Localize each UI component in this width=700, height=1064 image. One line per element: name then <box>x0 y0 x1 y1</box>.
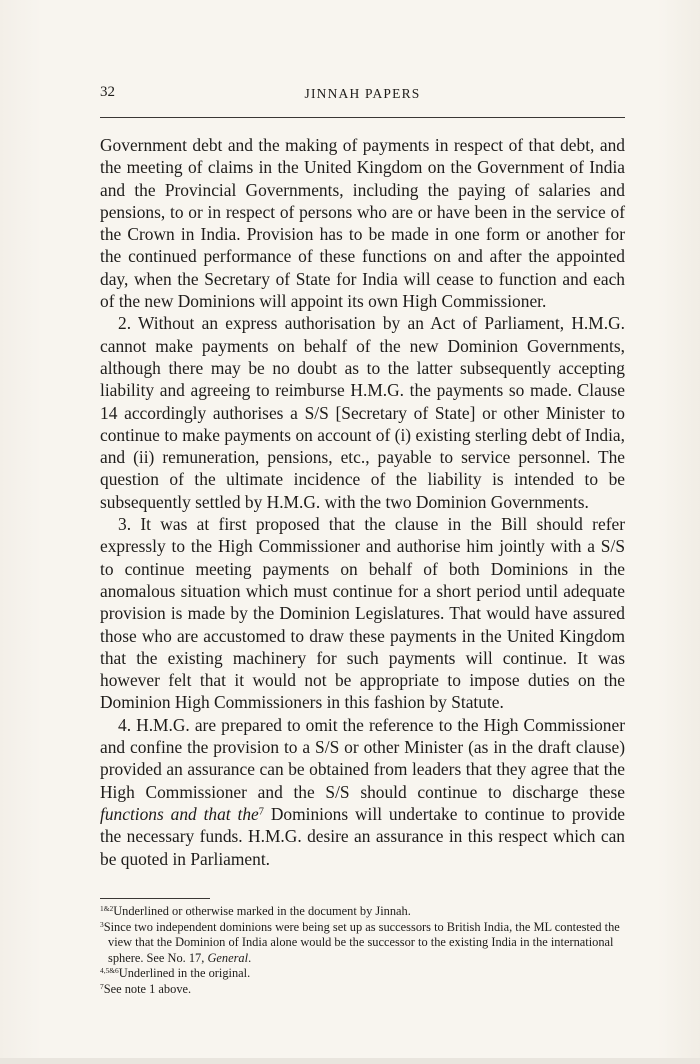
footnote-ref-7: 7 <box>258 806 264 818</box>
paragraph-4-text-a: 4. H.M.G. are prepared to omit the reference to the High Commissioner and confine the provision to a S/S or other Minister (as in the draft clause) provided an assurance can be obtained from leaders that they agree that the High Commissioner and the S/S should continue to discharge these <box>100 714 625 802</box>
footnotes <box>100 904 625 998</box>
paragraph-3: 3. It was at first proposed that the clause in the Bill should refer expressly to the High Commissioner and authorise him jointly with a S/S to continue meeting payments on behalf of both Dominions in the anomalous situation which must continue for a short period until adequate provision is made by the Dominion Legislatures. That would have assured those who are accustomed to draw these payments in the United Kingdom that the existing machinery for such payments will continue. It was however felt that it would not be appropriate to impose duties on the Dominion High Commissioners in this fashion by Statute. <box>100 514 625 713</box>
footnote-marker: 1&2 <box>100 903 114 913</box>
footnote-3 <box>100 920 625 967</box>
paragraph-4-italic: functions and that the <box>100 803 259 824</box>
footnote-text-end: . <box>248 950 252 965</box>
footnote-text: Since two independent dominions were being set up as successors to British India, the ML contested the view that the Dominion of India alone would be the successor to the existing India in the international sphere. See No. 17, <box>103 919 620 965</box>
running-head: JINNAH PAPERS <box>304 86 421 101</box>
page-number: 32 <box>100 84 115 100</box>
footnote-marker: 3 <box>100 919 104 929</box>
footnote-marker: 7 <box>100 981 104 991</box>
main-text <box>100 134 625 870</box>
paragraph-2: 2. Without an express authorisation by an Act of Parliament, H.M.G. cannot make payments on behalf of the new Dominion Governments, although there may be no doubt as to the latter subsequently accepting liability and agreeing to reimburse H.M.G. the payments so made. Clause 14 accordingly authorises a S/S [Secretary of State] or other Minister to continue to make payments on account of (i) existing sterling debt of India, and (ii) remuneration, pensions, etc., payable to service personnel. The question of the ultimate incidence of the liability is intended to be subsequently settled by H.M.G. with the two Dominion Governments. <box>100 313 625 512</box>
footnote-text: Underlined or otherwise marked in the document by Jinnah. <box>113 904 411 918</box>
paragraph-4-text-b: Dominions will undertake to continue to provide the necessary funds. H.M.G. desire an assurance in this respect which can be quoted in Parliament. <box>100 803 625 869</box>
footnote-1-2 <box>100 904 625 920</box>
paragraph-4 <box>100 714 625 870</box>
footnote-italic: General <box>207 950 249 965</box>
footnote-4-5-6 <box>100 966 625 982</box>
footnote-7 <box>100 982 625 998</box>
footnote-rule <box>100 898 210 899</box>
footnote-marker: 4,5&6 <box>100 966 119 976</box>
footnote-text: See note 1 above. <box>103 981 192 996</box>
footnote-text: Underlined in the original. <box>118 966 251 981</box>
paragraph-continued: Government debt and the making of payments in respect of that debt, and the meeting of claims in the United Kingdom on the Government of India and the Provincial Governments, including the paying of salaries and pensions, to or in respect of persons who are or have been in the service of the Crown in India. Provision has to be made in one form or another for the continued performance of these functions on and after the appointed day, when the Secretary of State for India will cease to function and each of the new Dominions will appoint its own High Commissioner. <box>100 135 625 312</box>
header-rule <box>100 117 625 118</box>
page-bottom-edge <box>0 1058 700 1064</box>
